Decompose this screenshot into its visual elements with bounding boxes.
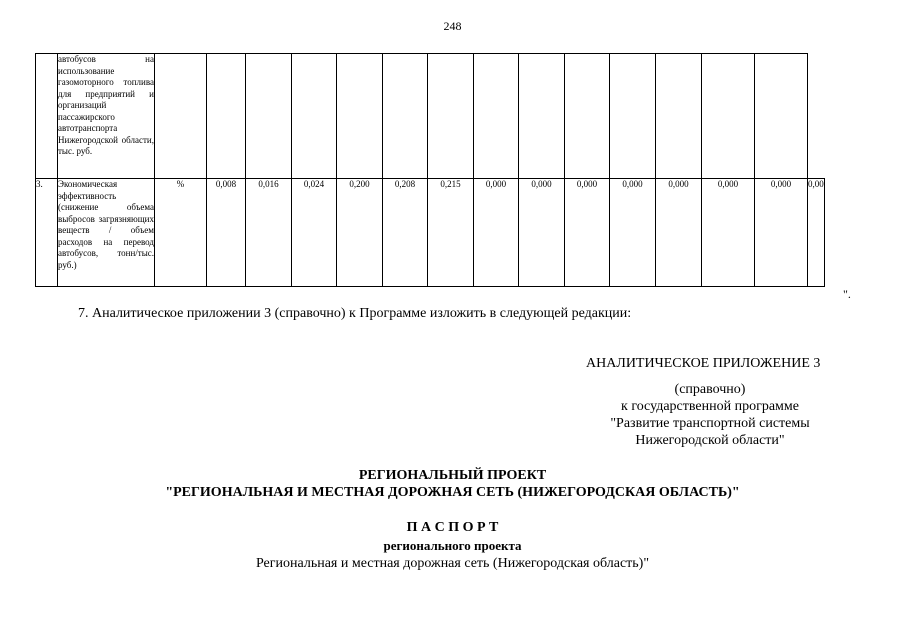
value-cell: 0,024	[292, 179, 337, 287]
passport-subtitle: регионального проекта	[383, 538, 522, 553]
value-cell: 0,000	[702, 179, 755, 287]
empty-cell	[246, 54, 292, 179]
appendix-program-name-line1: "Развитие транспортной системы	[610, 416, 810, 431]
value-cell: 0,000	[656, 179, 702, 287]
empty-cell	[702, 54, 755, 179]
value-cell: 0,000	[755, 179, 808, 287]
unit-cell: %	[155, 179, 207, 287]
row-description-cell: Экономическая эффективность (снижение объема выбросов загрязняющих веществ / объем расходов на перевод автобусов, тонн/тыс. руб.)	[58, 179, 155, 287]
appendix-title: АНАЛИТИЧЕСКОЕ ПРИЛОЖЕНИЕ 3	[586, 356, 821, 371]
value-cell: 0,008	[207, 179, 246, 287]
value-cell: 0,00	[808, 179, 825, 287]
empty-cell	[755, 54, 808, 179]
empty-cell	[519, 54, 565, 179]
passport-title: П А С П О Р Т	[406, 520, 499, 535]
appendix-note: (справочно)	[674, 382, 746, 397]
empty-cell	[337, 54, 383, 179]
empty-cell	[155, 54, 207, 179]
value-cell: 0,000	[610, 179, 656, 287]
amendment-instruction: 7. Аналитическое приложении 3 (справочно) к Программе изложить в следующей редакции:	[78, 306, 632, 321]
row-description-cell: автобусов на использование газомоторного топлива для предприятий и организаций пассажирского автотранспорта Нижегородской области, тыс. руб.	[58, 54, 155, 179]
indicators-table	[35, 53, 825, 287]
project-heading: РЕГИОНАЛЬНЫЙ ПРОЕКТ	[358, 468, 547, 483]
table-row-efficiency	[36, 179, 825, 287]
row-number-cell: 3.	[36, 179, 58, 287]
page-number: 248	[443, 19, 462, 33]
value-cell: 0,208	[383, 179, 428, 287]
table-row-continuation	[36, 54, 825, 179]
empty-cell	[474, 54, 519, 179]
value-cell: 0,215	[428, 179, 474, 287]
value-cell: 0,200	[337, 179, 383, 287]
empty-cell	[565, 54, 610, 179]
project-name: "РЕГИОНАЛЬНАЯ И МЕСТНАЯ ДОРОЖНАЯ СЕТЬ (НИЖЕГОРОДСКАЯ ОБЛАСТЬ)"	[165, 485, 740, 500]
value-cell: 0,000	[474, 179, 519, 287]
row-number-cell	[36, 54, 58, 179]
appendix-program-ref: к государственной программе	[621, 399, 799, 414]
value-cell: 0,000	[565, 179, 610, 287]
empty-cell	[207, 54, 246, 179]
value-cell: 0,000	[519, 179, 565, 287]
empty-cell	[610, 54, 656, 179]
value-cell: 0,016	[246, 179, 292, 287]
empty-cell	[656, 54, 702, 179]
appendix-program-name-line2: Нижегородской области"	[635, 433, 785, 448]
closing-quote: ".	[843, 287, 851, 301]
passport-project-name: Региональная и местная дорожная сеть (Нижегородская область)"	[255, 556, 650, 571]
empty-cell	[428, 54, 474, 179]
empty-cell	[292, 54, 337, 179]
empty-cell	[383, 54, 428, 179]
